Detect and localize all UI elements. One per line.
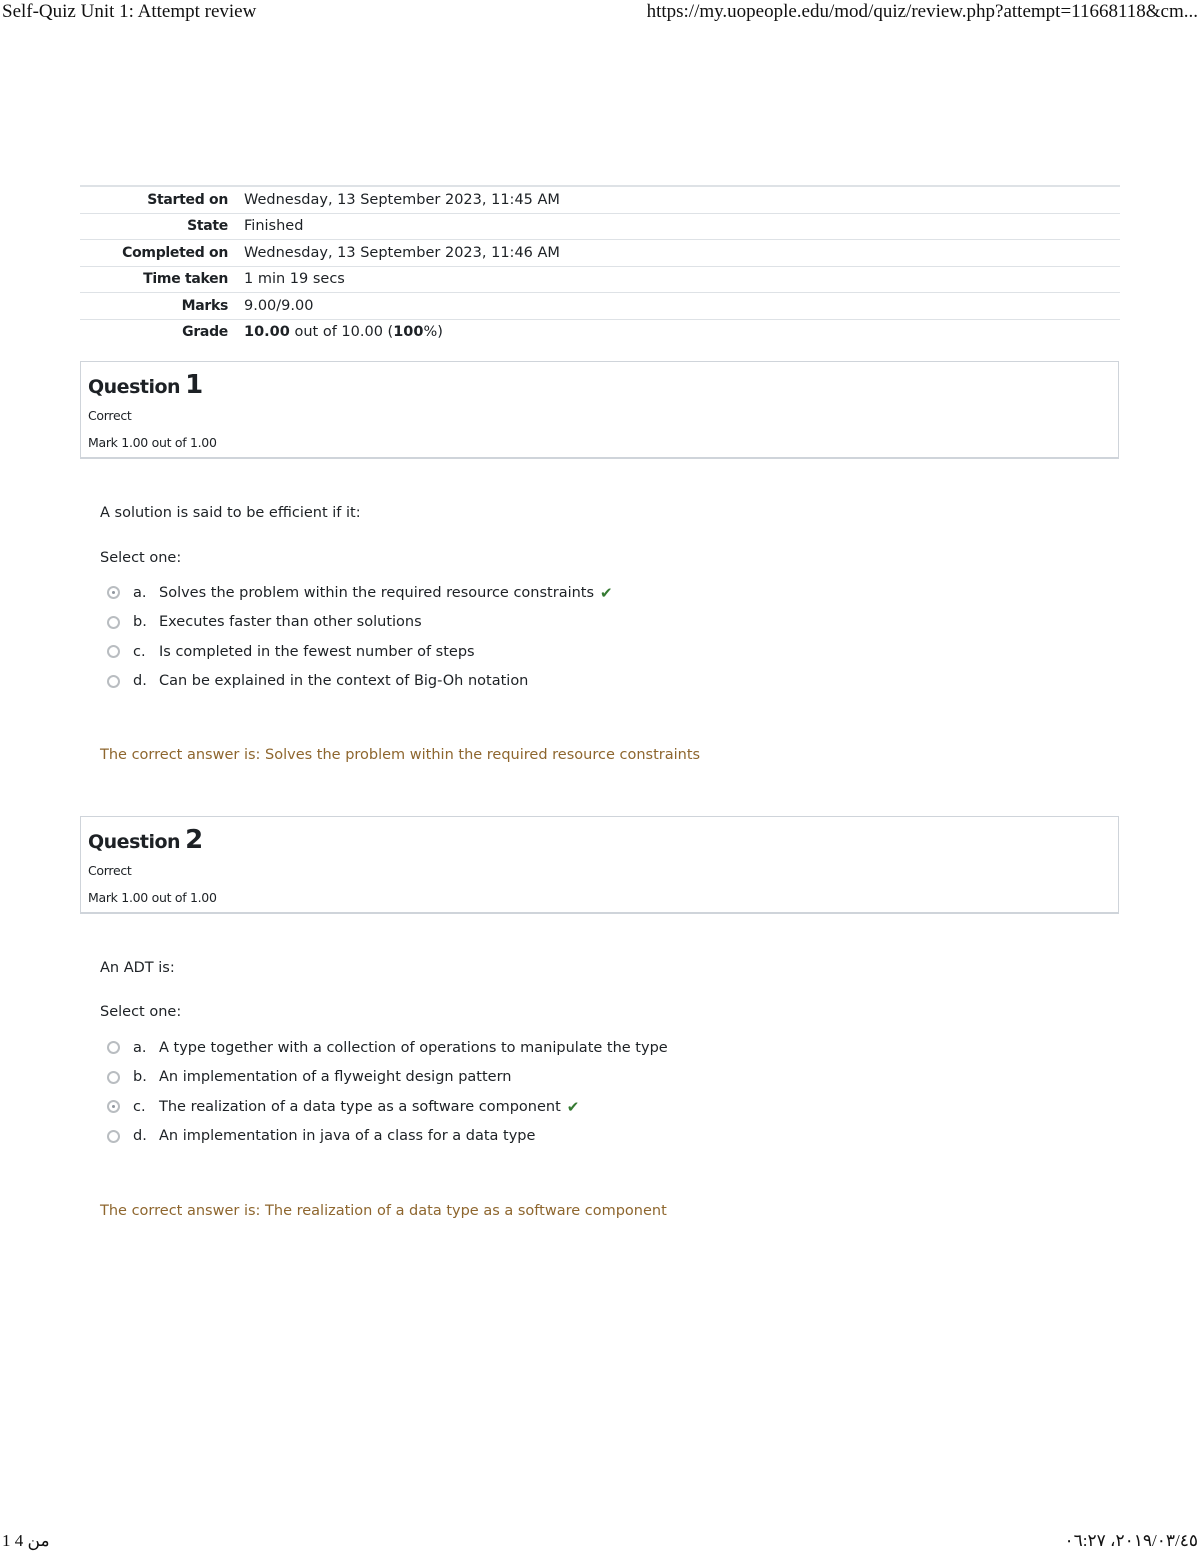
- question-title: [88, 825, 203, 855]
- question-state: Correct: [88, 863, 132, 878]
- summary-row-grade: [80, 320, 1120, 346]
- radio-button[interactable]: [107, 675, 120, 688]
- radio-button[interactable]: [107, 645, 120, 658]
- radio-button[interactable]: [107, 1130, 120, 1143]
- answer-letter: a.: [133, 1039, 147, 1056]
- answer-text: Executes faster than other solutions: [159, 614, 422, 631]
- summary-label: Grade: [182, 324, 228, 341]
- answer-text: The realization of a data type as a software component: [159, 1098, 561, 1115]
- question-title-text: Question: [88, 831, 181, 853]
- check-icon: ✔: [600, 583, 613, 602]
- answer-text: An implementation in java of a class for a data type: [159, 1128, 536, 1145]
- question-title-text: Question: [88, 376, 181, 398]
- print-footer: [0, 1529, 1200, 1553]
- print-header: [0, 0, 1200, 26]
- summary-value: Finished: [244, 218, 304, 235]
- summary-value: 9.00/9.00: [244, 297, 314, 314]
- answer-option-b[interactable]: [107, 1063, 668, 1093]
- radio-button[interactable]: [107, 1100, 120, 1113]
- radio-button[interactable]: [107, 1041, 120, 1054]
- summary-value: Wednesday, 13 September 2023, 11:46 AM: [244, 244, 560, 261]
- answer-text: Solves the problem within the required resource constraints: [159, 584, 595, 601]
- answer-text: Can be explained in the context of Big-Oh notation: [159, 673, 529, 690]
- grade-value: [244, 324, 443, 340]
- answer-letter: b.: [133, 1069, 147, 1086]
- radio-button[interactable]: [107, 1071, 120, 1084]
- answer-letter: d.: [133, 673, 147, 690]
- answer-option-b[interactable]: [107, 608, 613, 638]
- answer-option-d[interactable]: [107, 667, 613, 697]
- summary-row-started: [80, 187, 1120, 214]
- answer-option-d[interactable]: [107, 1122, 668, 1152]
- summary-row-time-taken: [80, 267, 1120, 294]
- answer-option-c[interactable]: [107, 1092, 668, 1122]
- grade-score: 10.00: [244, 324, 290, 341]
- attempt-summary-table: [80, 185, 1120, 345]
- summary-row-completed: [80, 240, 1120, 267]
- summary-row-state: [80, 214, 1120, 241]
- answer-letter: b.: [133, 614, 147, 631]
- radio-button[interactable]: [107, 586, 120, 599]
- question-text: An ADT is:: [100, 960, 175, 976]
- question-number: 2: [185, 825, 203, 855]
- answer-text: An implementation of a flyweight design pattern: [159, 1069, 512, 1086]
- print-page-number: 1 من 4: [2, 1531, 50, 1550]
- answer-letter: c.: [133, 1098, 146, 1115]
- answer-letter: c.: [133, 643, 146, 660]
- question-number: 1: [185, 370, 203, 400]
- summary-row-marks: [80, 293, 1120, 320]
- print-page-title: Self-Quiz Unit 1: Attempt review: [2, 1, 257, 22]
- question-info-box: [80, 361, 1119, 459]
- question-state: Correct: [88, 408, 132, 423]
- answer-letter: d.: [133, 1128, 147, 1145]
- correct-answer-feedback: The correct answer is: The realization of a data type as a software component: [100, 1203, 667, 1219]
- select-one-prompt: Select one:: [100, 550, 182, 566]
- summary-label: Time taken: [143, 271, 228, 288]
- answer-text: A type together with a collection of operations to manipulate the type: [159, 1039, 668, 1056]
- grade-percent: 100: [393, 324, 424, 341]
- radio-button[interactable]: [107, 616, 120, 629]
- question-mark: Mark 1.00 out of 1.00: [88, 890, 217, 905]
- select-one-prompt: Select one:: [100, 1004, 182, 1020]
- correct-answer-feedback: The correct answer is: Solves the problem within the required resource constraints: [100, 747, 701, 763]
- answer-letter: a.: [133, 584, 147, 601]
- check-icon: ✔: [566, 1097, 580, 1116]
- summary-value: 1 min 19 secs: [244, 271, 345, 288]
- answer-text: Is completed in the fewest number of steps: [159, 643, 475, 660]
- answer-option-c[interactable]: [107, 637, 613, 667]
- question-title: [88, 370, 203, 400]
- answer-option-a[interactable]: [107, 578, 613, 608]
- answer-list: [107, 578, 613, 696]
- summary-label: Started on: [147, 191, 228, 208]
- grade-end: %): [423, 324, 443, 341]
- summary-label: State: [187, 218, 228, 235]
- summary-label: Completed on: [122, 244, 228, 261]
- grade-mid: out of 10.00 (: [289, 324, 394, 341]
- answer-option-a[interactable]: [107, 1033, 668, 1063]
- question-info-box: [80, 816, 1119, 914]
- question-mark: Mark 1.00 out of 1.00: [88, 435, 217, 450]
- summary-value: Wednesday, 13 September 2023, 11:45 AM: [244, 191, 560, 208]
- question-text: A solution is said to be efficient if it:: [100, 505, 361, 521]
- summary-label: Marks: [181, 297, 228, 314]
- answer-list: [107, 1033, 668, 1151]
- print-timestamp: ٢٠١٩/٠٣/٤٥، ٠٦:٢٧: [1064, 1531, 1198, 1550]
- print-page-url: https://my.uopeople.edu/mod/quiz/review.php?attempt=11668118&cm...: [646, 1, 1198, 22]
